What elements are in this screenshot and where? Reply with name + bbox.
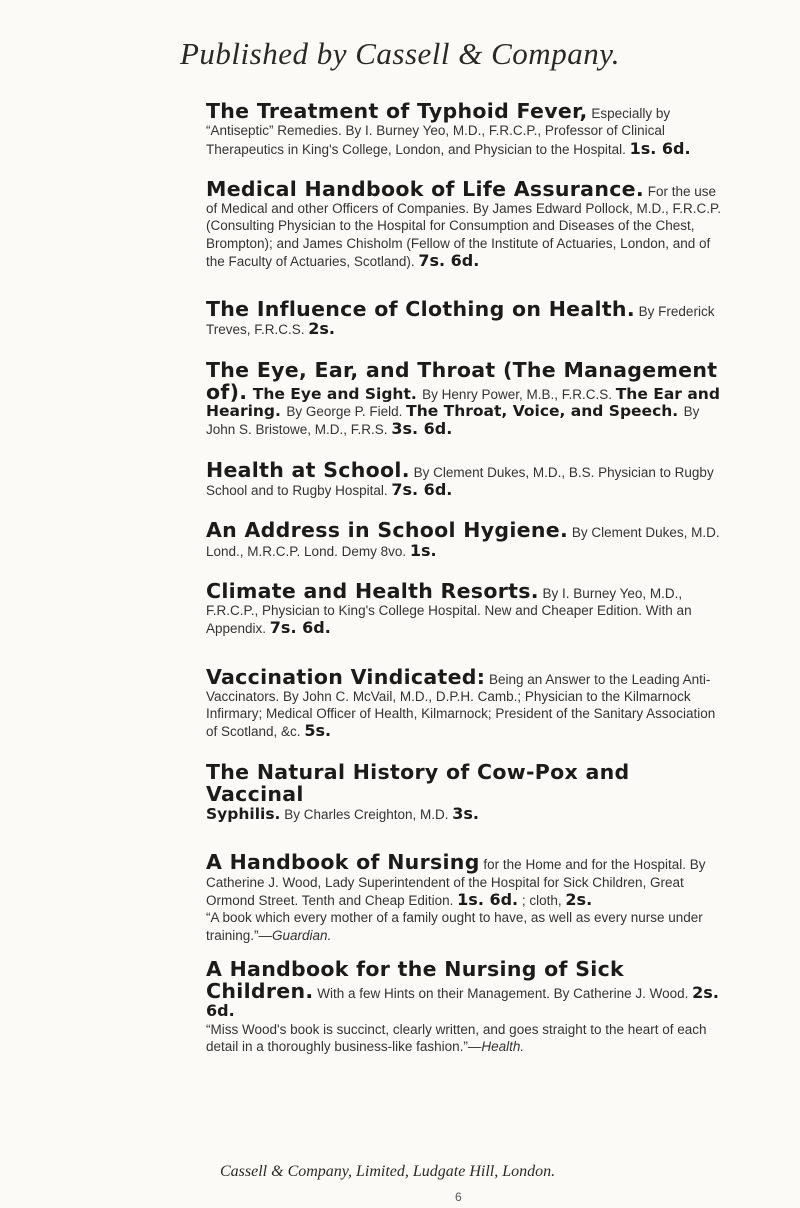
- page-number: 6: [455, 1190, 462, 1204]
- catalogue-entry: [206, 178, 726, 270]
- entry-description: Being an Answer to the Leading Anti-Vaccinators. By John C. McVail, M.D., D.P.H. Camb.; Physician to the Kilmarnock Infirmary; Medical Officer of Health, Kilmarnock; President of the Sanitary Association of Scotland, &c.: [206, 671, 716, 740]
- entry-price: 5s.: [304, 721, 332, 741]
- entry-title: The Treatment of Typhoid Fever,: [206, 99, 588, 123]
- catalogue-entry: [206, 359, 726, 439]
- entry-price: 1s. 6d.: [457, 889, 519, 909]
- entry-price: 7s. 6d.: [418, 250, 480, 270]
- catalogue-entry: [206, 459, 726, 500]
- entry-section: The Eye and Sight.: [247, 384, 423, 403]
- entry-description: With a few Hints on their Management. By Catherine J. Wood.: [313, 986, 693, 1002]
- catalogue-entry: [206, 100, 726, 158]
- entry-section: The Ear and Hearing.: [206, 384, 720, 421]
- entry-price: 3s.: [452, 804, 479, 824]
- entry-title: The Influence of Clothing on Health.: [206, 297, 635, 322]
- entry-price: 1s. 6d.: [629, 138, 691, 158]
- entry-subtitle: Syphilis.: [206, 805, 281, 824]
- entry-description: By Clement Dukes, M.D. Lond., M.R.C.P. Lond. Demy 8vo.: [206, 525, 720, 559]
- entry-price: 2s.: [308, 319, 335, 339]
- entry-price: 1s.: [409, 540, 437, 560]
- catalogue-entry: [206, 580, 726, 638]
- catalogue-entry: [206, 958, 726, 1055]
- entry-title: Climate and Health Resorts.: [206, 578, 539, 603]
- page-header: Published by Cassell & Company.: [179, 36, 620, 71]
- entry-description: By Charles Creighton, M.D.: [280, 807, 453, 823]
- catalogue-entry: [206, 851, 726, 943]
- publisher-footer: Cassell & Company, Limited, Ludgate Hill, London.: [220, 1163, 556, 1180]
- catalogue-entry: [206, 761, 726, 824]
- entry-price: 7s. 6d.: [269, 618, 331, 638]
- entry-title: A Handbook of Nursing: [206, 850, 480, 875]
- entry-author: By Henry Power, M.B., F.R.C.S.: [422, 386, 616, 402]
- entry-price-cloth: 2s.: [565, 889, 593, 909]
- entry-review-source: Health.: [481, 1038, 525, 1054]
- entry-title: An Address in School Hygiene.: [206, 518, 569, 543]
- entry-description: Especially by “Antiseptic” Remedies. By I. Burney Yeo, M.D., F.R.C.P., Professor of Clinical Therapeutics in King's College, London, and Physician to the Hospital.: [206, 106, 671, 157]
- entry-title: The Natural History of Cow-Pox and Vaccinal: [206, 759, 630, 806]
- catalogue-entry: [206, 666, 726, 741]
- catalogue-entry: [206, 519, 726, 560]
- entry-description: By Clement Dukes, M.D., B.S. Physician to Rugby School and to Rugby Hospital.: [206, 464, 714, 498]
- entry-title: Vaccination Vindicated:: [206, 664, 486, 689]
- entry-review-quote: “A book which every mother of a family ought to have, as well as every nurse under training.”—: [206, 910, 703, 943]
- entry-review-quote: “Miss Wood's book is succinct, clearly written, and goes straight to the heart of each detail in a thoroughly business-like fashion.”—: [206, 1021, 707, 1054]
- entry-description: By I. Burney Yeo, M.D., F.R.C.P., Physician to King's College Hospital. New and Cheaper Edition. With an Appendix.: [206, 585, 692, 637]
- entry-title: Health at School.: [206, 457, 410, 482]
- entry-binding-note: ; cloth,: [518, 892, 566, 908]
- entry-price: 2s. 6d.: [206, 983, 719, 1021]
- entry-description: for the Home and for the Hospital. By Catherine J. Wood, Lady Superintendent of the Hospital for Sick Children, Great Ormond Street. Tenth and Cheap Edition.: [206, 857, 706, 908]
- entry-title: Medical Handbook of Life Assurance.: [206, 176, 644, 201]
- entry-description: For the use of Medical and other Officers of Companies. By James Edward Pollock, M.D., F.R.C.P. (Consulting Physician to the Hospital for Consumption and Diseases of the Chest, Brompton); and James Chisholm (Fellow of the Institute of Actuaries, London, and of the Faculty of Actuaries, Scotland).: [206, 183, 721, 269]
- entry-title: A Handbook for the Nursing of Sick Children.: [206, 956, 624, 1004]
- catalogue-entries: [206, 100, 726, 1069]
- entry-section: The Throat, Voice, and Speech.: [406, 402, 684, 421]
- entry-price: 3s. 6d.: [391, 419, 453, 439]
- catalogue-entry: [206, 298, 726, 339]
- entry-author: By George P. Field.: [286, 404, 407, 420]
- entry-price: 7s. 6d.: [391, 479, 453, 499]
- entry-description: By Frederick Treves, F.R.C.S.: [206, 304, 715, 338]
- entry-review-source: Guardian.: [272, 927, 332, 943]
- entry-author: By John S. Bristowe, M.D., F.R.S.: [206, 404, 700, 438]
- entry-title: The Eye, Ear, and Throat (The Management of).: [206, 357, 718, 404]
